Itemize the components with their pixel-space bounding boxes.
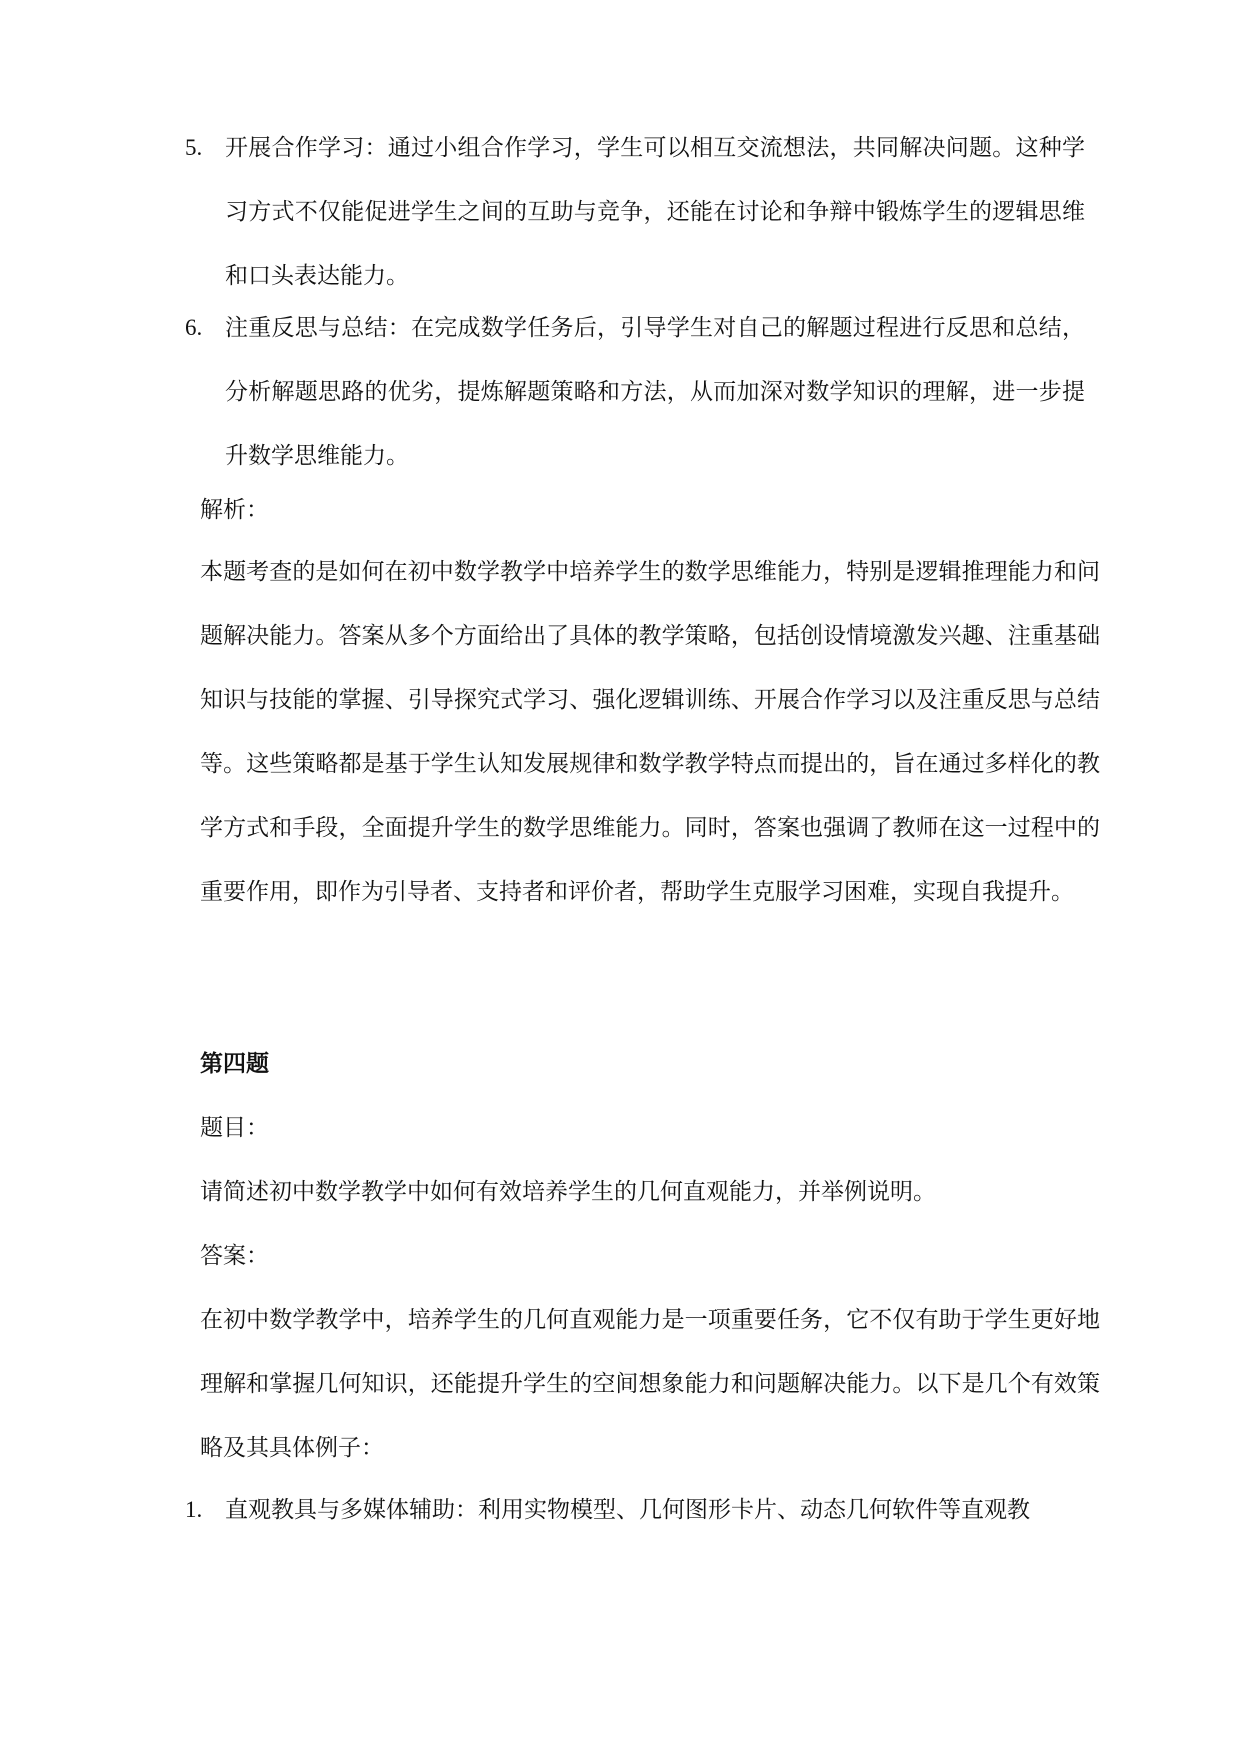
list-number: 1. bbox=[185, 1497, 203, 1522]
analysis-label: 解析： bbox=[200, 497, 269, 523]
list-item-text: 开展合作学习：通过小组合作学习，学生可以相互交流想法，共同解决问题。这种学习方式不仅能促进学生之间的互助与竞争，还能在讨论和争辩中锻炼学生的逻辑思维和口头表达能力。 bbox=[225, 135, 1085, 289]
list-number: 6. bbox=[185, 315, 203, 340]
list-item-text: 直观教具与多媒体辅助：利用实物模型、几何图形卡片、动态几何软件等直观教 bbox=[225, 1497, 1030, 1523]
answer-text: 在初中数学教学中，培养学生的几何直观能力是一项重要任务，它不仅有助于学生更好地理解和掌握几何知识，还能提升学生的空间想象能力和问题解决能力。以下是几个有效策略及其具体例子： bbox=[200, 1307, 1100, 1461]
answer-label: 答案： bbox=[200, 1243, 269, 1269]
list-number: 5. bbox=[185, 135, 203, 160]
analysis-text: 本题考查的是如何在初中数学教学中培养学生的数学思维能力，特别是逻辑推理能力和问题解决能力。答案从多个方面给出了具体的教学策略，包括创设情境激发兴趣、注重基础知识与技能的掌握、引导探究式学习、强化逻辑训练、开展合作学习以及注重反思与总结等。这些策略都是基于学生认知发展规律和数学教学特点而提出的，旨在通过多样化的教学方式和手段，全面提升学生的数学思维能力。同时，答案也强调了教师在这一过程中的重要作用，即作为引导者、支持者和评价者，帮助学生克服学习困难，实现自我提升。 bbox=[200, 559, 1100, 905]
question-text: 请简述初中数学教学中如何有效培养学生的几何直观能力，并举例说明。 bbox=[200, 1179, 936, 1205]
question-label: 题目： bbox=[200, 1115, 269, 1141]
list-item-text: 注重反思与总结：在完成数学任务后，引导学生对自己的解题过程进行反思和总结，分析解题思路的优劣，提炼解题策略和方法，从而加深对数学知识的理解，进一步提升数学思维能力。 bbox=[225, 315, 1085, 469]
section-heading: 第四题 bbox=[200, 1050, 269, 1077]
